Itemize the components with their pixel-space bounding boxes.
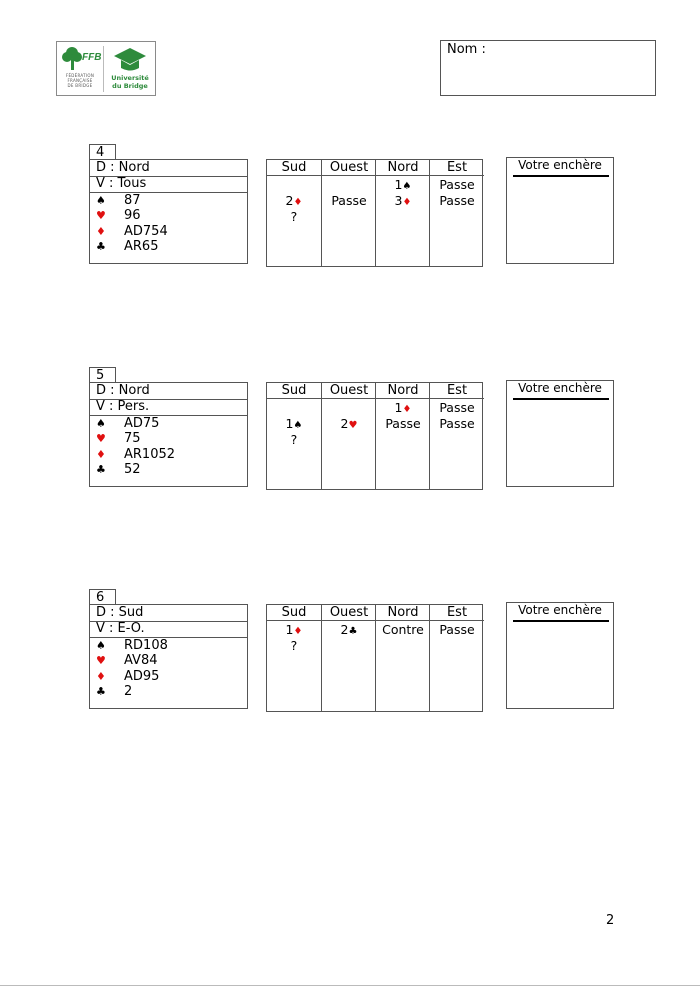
nom-field[interactable] xyxy=(440,40,656,96)
graduation-cap-icon xyxy=(112,46,148,74)
auction-bid xyxy=(430,193,484,211)
auction-bid xyxy=(267,638,321,656)
spade-icon: ♠ xyxy=(96,639,106,652)
diamonds-cards: AR1052 xyxy=(124,447,176,462)
diamonds-cards: AD754 xyxy=(124,224,168,239)
clubs-row xyxy=(96,684,132,700)
club-icon: ♣ xyxy=(96,463,106,476)
auction-column-sud xyxy=(267,605,321,711)
spades-cards: RD108 xyxy=(124,638,168,653)
club-icon: ♣ xyxy=(96,240,106,253)
answer-underline xyxy=(513,398,609,400)
auction-column-est xyxy=(429,605,483,711)
answer-box[interactable] xyxy=(506,602,614,709)
diamonds-cards: AD95 xyxy=(124,669,160,684)
ffb-caption: FÉDÉRATION FRANÇAISE DE BRIDGE xyxy=(65,73,95,88)
bid-text: Passe xyxy=(331,193,367,208)
bid-suit-icon: ♦ xyxy=(293,626,303,637)
vulnerability-label: V : Pers. xyxy=(96,399,150,414)
svg-text:FFB: FFB xyxy=(82,52,102,63)
spade-icon: ♠ xyxy=(96,417,106,430)
bid-text: 2 xyxy=(340,622,349,637)
auction-header-ouest: Ouest xyxy=(322,160,376,176)
auction-bid xyxy=(267,432,321,450)
bid-suit-icon: ♦ xyxy=(293,197,303,208)
auction-header-sud: Sud xyxy=(267,383,321,399)
auction-column-nord xyxy=(375,605,429,711)
bid-suit-icon: ♠ xyxy=(293,420,303,431)
bid-text: Passe xyxy=(385,416,421,431)
diamond-icon: ♦ xyxy=(96,670,106,683)
bid-text: Passe xyxy=(439,622,475,637)
answer-underline xyxy=(513,175,609,177)
diamonds-row xyxy=(96,447,175,463)
dealer-label: D : Nord xyxy=(96,383,150,398)
vulnerability-label: V : E-O. xyxy=(96,621,145,636)
spade-icon: ♠ xyxy=(96,194,106,207)
spades-row xyxy=(96,416,159,432)
bid-text: ? xyxy=(290,209,298,224)
hearts-cards: 96 xyxy=(124,208,141,223)
auction-column-nord xyxy=(375,160,429,266)
auction-column-est xyxy=(429,383,483,489)
auction-header-nord: Nord xyxy=(376,383,430,399)
bid-text: Contre xyxy=(382,622,424,637)
deal-number: 6 xyxy=(89,589,116,605)
nom-label: Nom : xyxy=(447,42,486,57)
deal-number: 5 xyxy=(89,367,116,383)
bid-text: Passe xyxy=(439,400,475,415)
diamonds-row xyxy=(96,669,159,685)
auction-column-ouest xyxy=(321,383,375,489)
hearts-cards: 75 xyxy=(124,431,141,446)
bid-text: 1 xyxy=(285,622,294,637)
auction-column-ouest xyxy=(321,160,375,266)
page-number: 2 xyxy=(606,913,615,928)
auction-header-est: Est xyxy=(430,160,484,176)
auction-header-sud: Sud xyxy=(267,160,321,176)
auction-header-est: Est xyxy=(430,605,484,621)
auction-bid xyxy=(267,209,321,227)
dealer-label: D : Sud xyxy=(96,605,144,620)
auction-table xyxy=(266,159,483,267)
auction-table xyxy=(266,382,483,490)
auction-bid xyxy=(322,622,376,640)
hearts-row xyxy=(96,208,141,224)
bid-text: Passe xyxy=(439,193,475,208)
spades-row xyxy=(96,193,141,209)
auction-bid xyxy=(322,416,376,434)
answer-box[interactable] xyxy=(506,157,614,264)
auction-bid xyxy=(430,622,484,640)
hand-box xyxy=(89,159,248,264)
clubs-row xyxy=(96,239,158,255)
diamonds-row xyxy=(96,224,168,240)
page-bottom-rule xyxy=(0,985,700,986)
auction-table xyxy=(266,604,483,712)
deal-number: 4 xyxy=(89,144,116,160)
bid-text: 2 xyxy=(285,193,294,208)
bid-text: 1 xyxy=(394,177,403,192)
auction-header-ouest: Ouest xyxy=(322,383,376,399)
bid-suit-icon: ♣ xyxy=(348,626,358,637)
auction-bid xyxy=(430,416,484,434)
answer-label: Votre enchère xyxy=(518,158,602,172)
auction-bid xyxy=(376,622,430,640)
auction-header-nord: Nord xyxy=(376,605,430,621)
bid-text: 1 xyxy=(285,416,294,431)
auction-column-sud xyxy=(267,383,321,489)
deal-block xyxy=(0,144,700,274)
hand-box xyxy=(89,382,248,487)
auction-header-ouest: Ouest xyxy=(322,605,376,621)
logo-divider xyxy=(103,46,104,92)
club-icon: ♣ xyxy=(96,685,106,698)
spades-row xyxy=(96,638,168,654)
auction-column-ouest xyxy=(321,605,375,711)
bid-suit-icon: ♥ xyxy=(348,420,358,431)
bid-text: 1 xyxy=(394,400,403,415)
auction-bid xyxy=(376,416,430,434)
dealer-label: D : Nord xyxy=(96,160,150,175)
auction-column-sud xyxy=(267,160,321,266)
heart-icon: ♥ xyxy=(96,432,106,445)
auction-column-est xyxy=(429,160,483,266)
heart-icon: ♥ xyxy=(96,654,106,667)
auction-bid xyxy=(376,193,430,211)
ffb-tree-icon xyxy=(60,44,102,74)
bid-text: 2 xyxy=(340,416,349,431)
answer-underline xyxy=(513,620,609,622)
bid-text: ? xyxy=(290,638,298,653)
bid-text: 3 xyxy=(394,193,403,208)
answer-box[interactable] xyxy=(506,380,614,487)
hearts-row xyxy=(96,431,141,447)
clubs-cards: 2 xyxy=(124,684,133,699)
bid-suit-icon: ♦ xyxy=(402,404,412,415)
universite-du-bridge-text: Université du Bridge xyxy=(111,74,149,90)
spades-cards: AD75 xyxy=(124,416,160,431)
clubs-row xyxy=(96,462,141,478)
deal-block xyxy=(0,589,700,719)
auction-header-nord: Nord xyxy=(376,160,430,176)
diamond-icon: ♦ xyxy=(96,448,106,461)
heart-icon: ♥ xyxy=(96,209,106,222)
hearts-row xyxy=(96,653,158,669)
answer-label: Votre enchère xyxy=(518,603,602,617)
clubs-cards: AR65 xyxy=(124,239,159,254)
bid-suit-icon: ♠ xyxy=(402,181,412,192)
spades-cards: 87 xyxy=(124,193,141,208)
hearts-cards: AV84 xyxy=(124,653,158,668)
deal-block xyxy=(0,367,700,497)
vulnerability-label: V : Tous xyxy=(96,176,147,191)
auction-column-nord xyxy=(375,383,429,489)
answer-label: Votre enchère xyxy=(518,381,602,395)
bid-text: ? xyxy=(290,432,298,447)
diamond-icon: ♦ xyxy=(96,225,106,238)
bid-text: Passe xyxy=(439,177,475,192)
hand-box xyxy=(89,604,248,709)
auction-header-est: Est xyxy=(430,383,484,399)
auction-bid xyxy=(322,193,376,211)
clubs-cards: 52 xyxy=(124,462,141,477)
auction-header-sud: Sud xyxy=(267,605,321,621)
logo xyxy=(56,41,156,96)
bid-text: Passe xyxy=(439,416,475,431)
bid-suit-icon: ♦ xyxy=(402,197,412,208)
